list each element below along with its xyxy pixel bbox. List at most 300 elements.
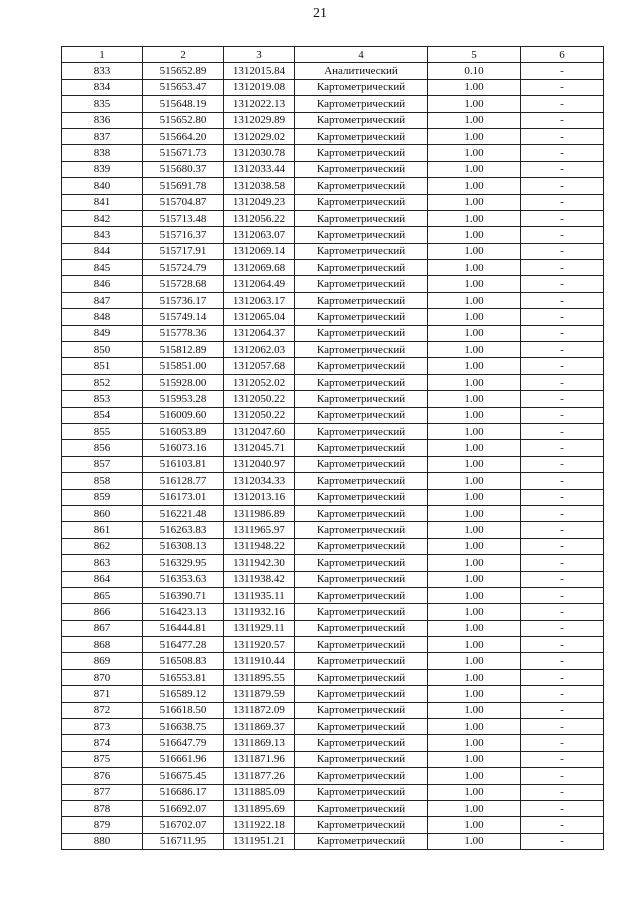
y-coordinate-cell: 1312013.16 — [224, 489, 295, 505]
point-number-cell: 833 — [62, 63, 143, 79]
x-coordinate-cell: 515716.37 — [143, 227, 224, 243]
coordinates-table — [61, 46, 604, 850]
point-number-cell: 870 — [62, 669, 143, 685]
header-cell: 2 — [143, 47, 224, 63]
method-cell: Картометрический — [295, 817, 428, 833]
y-coordinate-cell: 1312045.71 — [224, 440, 295, 456]
table-row — [62, 620, 604, 636]
point-number-cell: 875 — [62, 751, 143, 767]
point-number-cell: 860 — [62, 505, 143, 521]
method-cell: Картометрический — [295, 637, 428, 653]
method-cell: Картометрический — [295, 391, 428, 407]
x-coordinate-cell: 515652.80 — [143, 112, 224, 128]
accuracy-cell: 1.00 — [428, 112, 521, 128]
table-row — [62, 374, 604, 390]
point-number-cell: 846 — [62, 276, 143, 292]
table-row — [62, 571, 604, 587]
method-cell: Картометрический — [295, 505, 428, 521]
table-row — [62, 292, 604, 308]
accuracy-cell: 1.00 — [428, 538, 521, 554]
y-coordinate-cell: 1312034.33 — [224, 473, 295, 489]
y-coordinate-cell: 1311932.16 — [224, 604, 295, 620]
table-row — [62, 112, 604, 128]
x-coordinate-cell: 516553.81 — [143, 669, 224, 685]
x-coordinate-cell: 516647.79 — [143, 735, 224, 751]
y-coordinate-cell: 1311965.97 — [224, 522, 295, 538]
note-cell: - — [521, 604, 604, 620]
y-coordinate-cell: 1312029.02 — [224, 128, 295, 144]
table-row — [62, 96, 604, 112]
x-coordinate-cell: 516661.96 — [143, 751, 224, 767]
y-coordinate-cell: 1311872.09 — [224, 702, 295, 718]
y-coordinate-cell: 1312052.02 — [224, 374, 295, 390]
accuracy-cell: 1.00 — [428, 571, 521, 587]
note-cell: - — [521, 456, 604, 472]
point-number-cell: 878 — [62, 800, 143, 816]
note-cell: - — [521, 407, 604, 423]
method-cell: Картометрический — [295, 555, 428, 571]
accuracy-cell: 1.00 — [428, 473, 521, 489]
accuracy-cell: 0.10 — [428, 63, 521, 79]
point-number-cell: 849 — [62, 325, 143, 341]
method-cell: Картометрический — [295, 358, 428, 374]
accuracy-cell: 1.00 — [428, 358, 521, 374]
x-coordinate-cell: 515713.48 — [143, 210, 224, 226]
table-row — [62, 145, 604, 161]
y-coordinate-cell: 1312033.44 — [224, 161, 295, 177]
table-row — [62, 178, 604, 194]
x-coordinate-cell: 515671.73 — [143, 145, 224, 161]
method-cell: Картометрический — [295, 79, 428, 95]
page-number: 21 — [313, 6, 327, 21]
y-coordinate-cell: 1312057.68 — [224, 358, 295, 374]
y-coordinate-cell: 1312019.08 — [224, 79, 295, 95]
x-coordinate-cell: 515717.91 — [143, 243, 224, 259]
table-row — [62, 243, 604, 259]
method-cell: Картометрический — [295, 587, 428, 603]
note-cell: - — [521, 489, 604, 505]
accuracy-cell: 1.00 — [428, 145, 521, 161]
y-coordinate-cell: 1311938.42 — [224, 571, 295, 587]
note-cell: - — [521, 96, 604, 112]
note-cell: - — [521, 702, 604, 718]
table-row — [62, 817, 604, 833]
y-coordinate-cell: 1312050.22 — [224, 407, 295, 423]
accuracy-cell: 1.00 — [428, 702, 521, 718]
method-cell: Картометрический — [295, 604, 428, 620]
method-cell: Картометрический — [295, 653, 428, 669]
x-coordinate-cell: 516329.95 — [143, 555, 224, 571]
method-cell: Картометрический — [295, 456, 428, 472]
accuracy-cell: 1.00 — [428, 260, 521, 276]
note-cell: - — [521, 292, 604, 308]
method-cell: Аналитический — [295, 63, 428, 79]
point-number-cell: 856 — [62, 440, 143, 456]
table-row — [62, 653, 604, 669]
y-coordinate-cell: 1312030.78 — [224, 145, 295, 161]
x-coordinate-cell: 515653.47 — [143, 79, 224, 95]
accuracy-cell: 1.00 — [428, 391, 521, 407]
point-number-cell: 866 — [62, 604, 143, 620]
header-cell: 3 — [224, 47, 295, 63]
x-coordinate-cell: 516353.63 — [143, 571, 224, 587]
x-coordinate-cell: 516009.60 — [143, 407, 224, 423]
note-cell: - — [521, 620, 604, 636]
y-coordinate-cell: 1311951.21 — [224, 833, 295, 849]
table-row — [62, 227, 604, 243]
accuracy-cell: 1.00 — [428, 243, 521, 259]
point-number-cell: 872 — [62, 702, 143, 718]
method-cell: Картометрический — [295, 571, 428, 587]
y-coordinate-cell: 1312064.49 — [224, 276, 295, 292]
method-cell: Картометрический — [295, 210, 428, 226]
note-cell: - — [521, 227, 604, 243]
accuracy-cell: 1.00 — [428, 735, 521, 751]
method-cell: Картометрический — [295, 686, 428, 702]
note-cell: - — [521, 276, 604, 292]
point-number-cell: 857 — [62, 456, 143, 472]
method-cell: Картометрический — [295, 161, 428, 177]
table-row — [62, 587, 604, 603]
table-row — [62, 604, 604, 620]
method-cell: Картометрический — [295, 342, 428, 358]
accuracy-cell: 1.00 — [428, 587, 521, 603]
x-coordinate-cell: 516103.81 — [143, 456, 224, 472]
note-cell: - — [521, 817, 604, 833]
accuracy-cell: 1.00 — [428, 719, 521, 735]
method-cell: Картометрический — [295, 374, 428, 390]
method-cell: Картометрический — [295, 768, 428, 784]
table-row — [62, 784, 604, 800]
accuracy-cell: 1.00 — [428, 489, 521, 505]
method-cell: Картометрический — [295, 800, 428, 816]
method-cell: Картометрический — [295, 489, 428, 505]
note-cell: - — [521, 587, 604, 603]
accuracy-cell: 1.00 — [428, 669, 521, 685]
y-coordinate-cell: 1312022.13 — [224, 96, 295, 112]
table-row — [62, 669, 604, 685]
header-row — [62, 47, 604, 63]
point-number-cell: 837 — [62, 128, 143, 144]
x-coordinate-cell: 515691.78 — [143, 178, 224, 194]
accuracy-cell: 1.00 — [428, 210, 521, 226]
x-coordinate-cell: 515778.36 — [143, 325, 224, 341]
header-cell: 1 — [62, 47, 143, 63]
y-coordinate-cell: 1311895.55 — [224, 669, 295, 685]
table-row — [62, 79, 604, 95]
note-cell: - — [521, 374, 604, 390]
x-coordinate-cell: 516073.16 — [143, 440, 224, 456]
header-cell: 5 — [428, 47, 521, 63]
accuracy-cell: 1.00 — [428, 96, 521, 112]
accuracy-cell: 1.00 — [428, 833, 521, 849]
x-coordinate-cell: 515728.68 — [143, 276, 224, 292]
y-coordinate-cell: 1311910.44 — [224, 653, 295, 669]
method-cell: Картометрический — [295, 620, 428, 636]
point-number-cell: 851 — [62, 358, 143, 374]
accuracy-cell: 1.00 — [428, 620, 521, 636]
method-cell: Картометрический — [295, 194, 428, 210]
x-coordinate-cell: 515680.37 — [143, 161, 224, 177]
x-coordinate-cell: 516675.45 — [143, 768, 224, 784]
method-cell: Картометрический — [295, 522, 428, 538]
method-cell: Картометрический — [295, 833, 428, 849]
x-coordinate-cell: 516692.07 — [143, 800, 224, 816]
table-row — [62, 161, 604, 177]
method-cell: Картометрический — [295, 309, 428, 325]
point-number-cell: 853 — [62, 391, 143, 407]
table-row — [62, 309, 604, 325]
y-coordinate-cell: 1312049.23 — [224, 194, 295, 210]
table-row — [62, 358, 604, 374]
y-coordinate-cell: 1312040.97 — [224, 456, 295, 472]
point-number-cell: 850 — [62, 342, 143, 358]
note-cell: - — [521, 440, 604, 456]
x-coordinate-cell: 515851.00 — [143, 358, 224, 374]
table-row — [62, 342, 604, 358]
note-cell: - — [521, 669, 604, 685]
method-cell: Картометрический — [295, 423, 428, 439]
x-coordinate-cell: 515736.17 — [143, 292, 224, 308]
x-coordinate-cell: 516711.95 — [143, 833, 224, 849]
accuracy-cell: 1.00 — [428, 128, 521, 144]
point-number-cell: 869 — [62, 653, 143, 669]
point-number-cell: 880 — [62, 833, 143, 849]
note-cell: - — [521, 653, 604, 669]
y-coordinate-cell: 1311920.57 — [224, 637, 295, 653]
x-coordinate-cell: 516308.13 — [143, 538, 224, 554]
method-cell: Картометрический — [295, 669, 428, 685]
point-number-cell: 876 — [62, 768, 143, 784]
method-cell: Картометрический — [295, 719, 428, 735]
method-cell: Картометрический — [295, 292, 428, 308]
x-coordinate-cell: 515812.89 — [143, 342, 224, 358]
accuracy-cell: 1.00 — [428, 423, 521, 439]
method-cell: Картометрический — [295, 227, 428, 243]
point-number-cell: 867 — [62, 620, 143, 636]
table-row — [62, 325, 604, 341]
accuracy-cell: 1.00 — [428, 194, 521, 210]
table-row — [62, 751, 604, 767]
accuracy-cell: 1.00 — [428, 342, 521, 358]
accuracy-cell: 1.00 — [428, 505, 521, 521]
y-coordinate-cell: 1312063.07 — [224, 227, 295, 243]
note-cell: - — [521, 161, 604, 177]
method-cell: Картометрический — [295, 702, 428, 718]
method-cell: Картометрический — [295, 178, 428, 194]
table-header — [62, 47, 604, 63]
table-row — [62, 210, 604, 226]
accuracy-cell: 1.00 — [428, 292, 521, 308]
note-cell: - — [521, 63, 604, 79]
table-row — [62, 522, 604, 538]
accuracy-cell: 1.00 — [428, 227, 521, 243]
note-cell: - — [521, 768, 604, 784]
x-coordinate-cell: 516128.77 — [143, 473, 224, 489]
point-number-cell: 868 — [62, 637, 143, 653]
point-number-cell: 865 — [62, 587, 143, 603]
accuracy-cell: 1.00 — [428, 325, 521, 341]
header-cell: 6 — [521, 47, 604, 63]
accuracy-cell: 1.00 — [428, 637, 521, 653]
point-number-cell: 863 — [62, 555, 143, 571]
accuracy-cell: 1.00 — [428, 686, 521, 702]
table-row — [62, 456, 604, 472]
accuracy-cell: 1.00 — [428, 276, 521, 292]
point-number-cell: 861 — [62, 522, 143, 538]
y-coordinate-cell: 1312069.14 — [224, 243, 295, 259]
x-coordinate-cell: 516702.07 — [143, 817, 224, 833]
accuracy-cell: 1.00 — [428, 817, 521, 833]
note-cell: - — [521, 784, 604, 800]
point-number-cell: 847 — [62, 292, 143, 308]
table-row — [62, 489, 604, 505]
note-cell: - — [521, 833, 604, 849]
method-cell: Картометрический — [295, 96, 428, 112]
note-cell: - — [521, 342, 604, 358]
point-number-cell: 840 — [62, 178, 143, 194]
x-coordinate-cell: 516589.12 — [143, 686, 224, 702]
y-coordinate-cell: 1312069.68 — [224, 260, 295, 276]
x-coordinate-cell: 516423.13 — [143, 604, 224, 620]
y-coordinate-cell: 1311885.09 — [224, 784, 295, 800]
point-number-cell: 855 — [62, 423, 143, 439]
note-cell: - — [521, 719, 604, 735]
table-row — [62, 423, 604, 439]
x-coordinate-cell: 516477.28 — [143, 637, 224, 653]
table-row — [62, 833, 604, 849]
accuracy-cell: 1.00 — [428, 79, 521, 95]
x-coordinate-cell: 515664.20 — [143, 128, 224, 144]
point-number-cell: 844 — [62, 243, 143, 259]
note-cell: - — [521, 686, 604, 702]
method-cell: Картометрический — [295, 112, 428, 128]
x-coordinate-cell: 516263.83 — [143, 522, 224, 538]
note-cell: - — [521, 423, 604, 439]
method-cell: Картометрический — [295, 784, 428, 800]
point-number-cell: 845 — [62, 260, 143, 276]
note-cell: - — [521, 637, 604, 653]
accuracy-cell: 1.00 — [428, 161, 521, 177]
accuracy-cell: 1.00 — [428, 604, 521, 620]
y-coordinate-cell: 1312062.03 — [224, 342, 295, 358]
y-coordinate-cell: 1311986.89 — [224, 505, 295, 521]
point-number-cell: 848 — [62, 309, 143, 325]
x-coordinate-cell: 516686.17 — [143, 784, 224, 800]
x-coordinate-cell: 515724.79 — [143, 260, 224, 276]
y-coordinate-cell: 1311895.69 — [224, 800, 295, 816]
note-cell: - — [521, 505, 604, 521]
method-cell: Картометрический — [295, 260, 428, 276]
y-coordinate-cell: 1312050.22 — [224, 391, 295, 407]
accuracy-cell: 1.00 — [428, 800, 521, 816]
header-cell: 4 — [295, 47, 428, 63]
note-cell: - — [521, 210, 604, 226]
note-cell: - — [521, 194, 604, 210]
table-row — [62, 800, 604, 816]
table-row — [62, 194, 604, 210]
accuracy-cell: 1.00 — [428, 751, 521, 767]
note-cell: - — [521, 800, 604, 816]
table-row — [62, 391, 604, 407]
point-number-cell: 852 — [62, 374, 143, 390]
y-coordinate-cell: 1312038.58 — [224, 178, 295, 194]
note-cell: - — [521, 325, 604, 341]
x-coordinate-cell: 515704.87 — [143, 194, 224, 210]
note-cell: - — [521, 555, 604, 571]
accuracy-cell: 1.00 — [428, 309, 521, 325]
point-number-cell: 839 — [62, 161, 143, 177]
point-number-cell: 864 — [62, 571, 143, 587]
method-cell: Картометрический — [295, 440, 428, 456]
accuracy-cell: 1.00 — [428, 456, 521, 472]
table-row — [62, 702, 604, 718]
y-coordinate-cell: 1311869.37 — [224, 719, 295, 735]
y-coordinate-cell: 1311929.11 — [224, 620, 295, 636]
x-coordinate-cell: 516390.71 — [143, 587, 224, 603]
table-row — [62, 407, 604, 423]
x-coordinate-cell: 515928.00 — [143, 374, 224, 390]
note-cell: - — [521, 473, 604, 489]
point-number-cell: 835 — [62, 96, 143, 112]
method-cell: Картометрический — [295, 325, 428, 341]
note-cell: - — [521, 243, 604, 259]
x-coordinate-cell: 516173.01 — [143, 489, 224, 505]
table-row — [62, 555, 604, 571]
y-coordinate-cell: 1311935.11 — [224, 587, 295, 603]
x-coordinate-cell: 516221.48 — [143, 505, 224, 521]
method-cell: Картометрический — [295, 473, 428, 489]
y-coordinate-cell: 1311922.18 — [224, 817, 295, 833]
accuracy-cell: 1.00 — [428, 440, 521, 456]
x-coordinate-cell: 515648.19 — [143, 96, 224, 112]
accuracy-cell: 1.00 — [428, 768, 521, 784]
y-coordinate-cell: 1311877.26 — [224, 768, 295, 784]
note-cell: - — [521, 538, 604, 554]
note-cell: - — [521, 735, 604, 751]
table-row — [62, 260, 604, 276]
y-coordinate-cell: 1312065.04 — [224, 309, 295, 325]
table-row — [62, 538, 604, 554]
x-coordinate-cell: 515749.14 — [143, 309, 224, 325]
table-row — [62, 276, 604, 292]
accuracy-cell: 1.00 — [428, 374, 521, 390]
point-number-cell: 854 — [62, 407, 143, 423]
point-number-cell: 859 — [62, 489, 143, 505]
point-number-cell: 841 — [62, 194, 143, 210]
note-cell: - — [521, 391, 604, 407]
note-cell: - — [521, 128, 604, 144]
accuracy-cell: 1.00 — [428, 178, 521, 194]
method-cell: Картометрический — [295, 243, 428, 259]
point-number-cell: 877 — [62, 784, 143, 800]
point-number-cell: 871 — [62, 686, 143, 702]
note-cell: - — [521, 751, 604, 767]
method-cell: Картометрический — [295, 276, 428, 292]
note-cell: - — [521, 145, 604, 161]
accuracy-cell: 1.00 — [428, 407, 521, 423]
y-coordinate-cell: 1312056.22 — [224, 210, 295, 226]
y-coordinate-cell: 1311869.13 — [224, 735, 295, 751]
table-body — [62, 63, 604, 850]
point-number-cell: 862 — [62, 538, 143, 554]
accuracy-cell: 1.00 — [428, 653, 521, 669]
table-row — [62, 505, 604, 521]
note-cell: - — [521, 571, 604, 587]
point-number-cell: 843 — [62, 227, 143, 243]
x-coordinate-cell: 515953.28 — [143, 391, 224, 407]
x-coordinate-cell: 516053.89 — [143, 423, 224, 439]
